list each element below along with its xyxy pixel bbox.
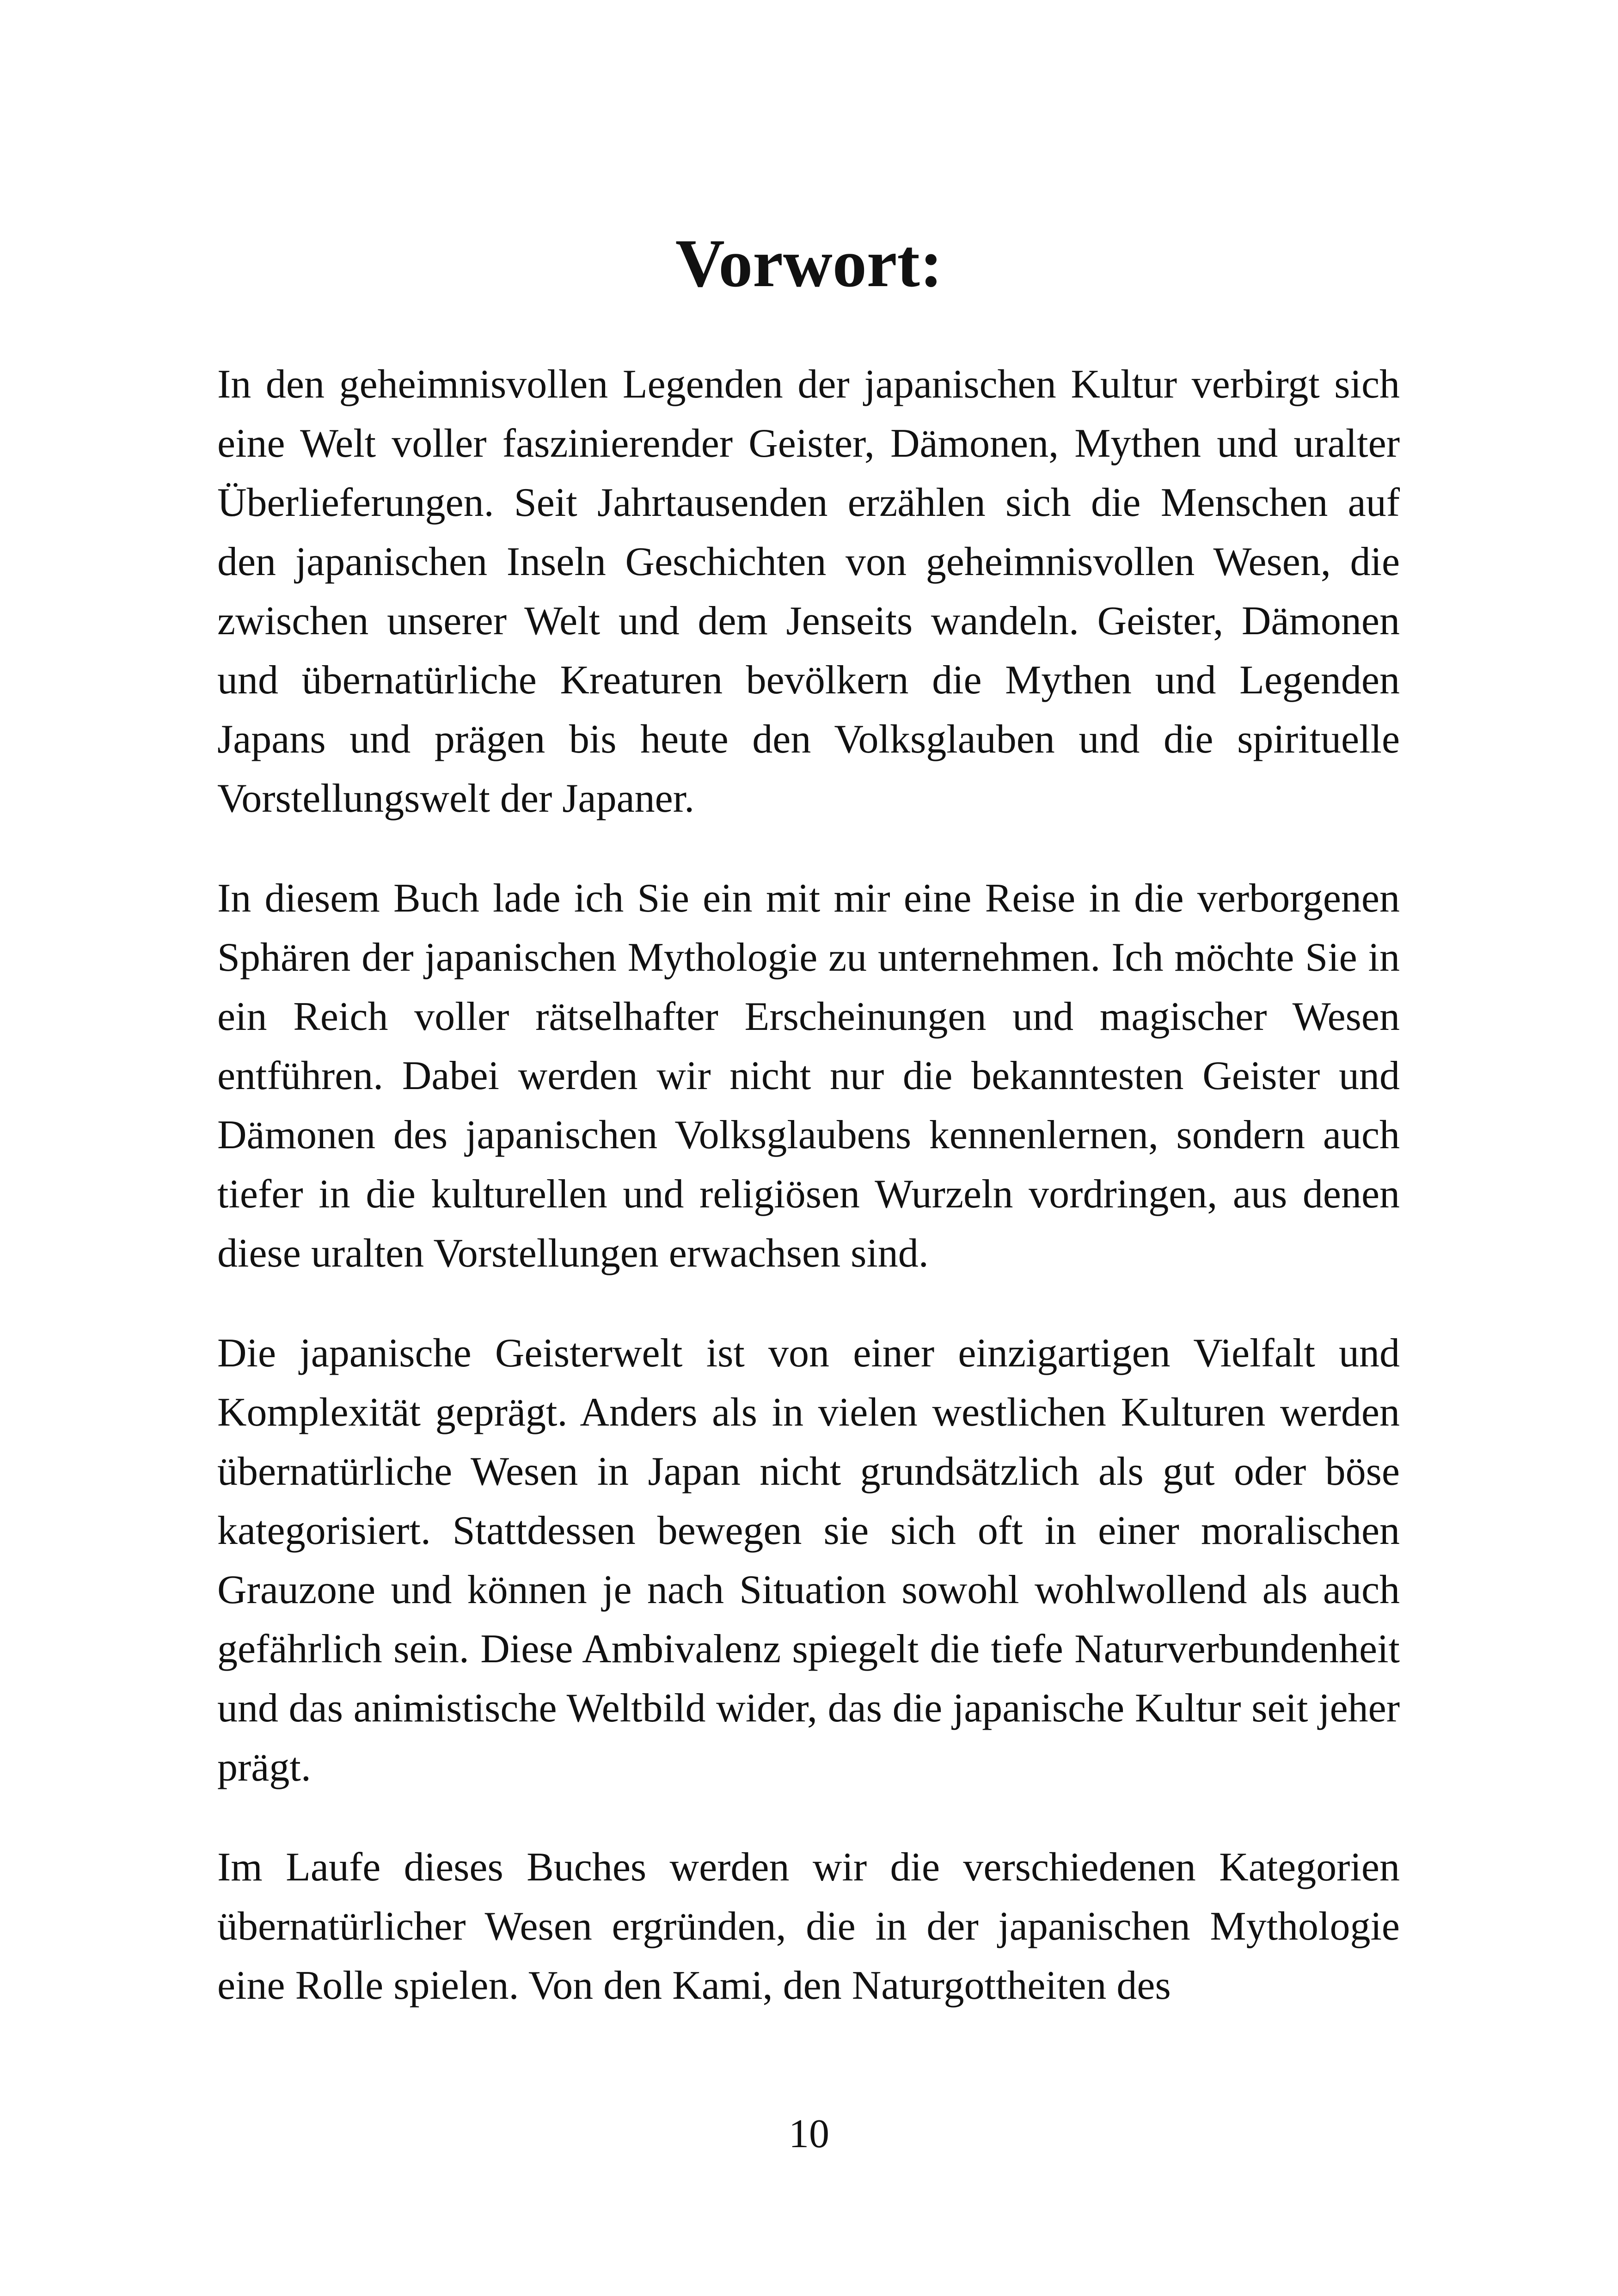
page-number: 10 xyxy=(789,2112,829,2156)
paragraph-3: Die japanische Geisterwelt ist von einer einzigartigen Vielfalt und Komplexität geprägt. Anders als in vielen westlichen Kulturen werden übernatürliche Wesen in Japan nicht grundsätzlich als gut oder böse kategorisiert. Stattdessen bewegen sie sich oft in einer moralischen Grauzone und können je nach Situation sowohl wohlwollend als auch gefährlich sein. Diese Ambivalenz spiegelt die tiefe Naturverbundenheit und das animistische Weltbild wider, das die japanische Kultur seit jeher prägt. xyxy=(217,1331,1400,1790)
paragraph-4: Im Laufe dieses Buches werden wir die verschiedenen Kategorien übernatürlicher Wesen ergründen, die in der japanischen Mythologie eine Rolle spielen. Von den Kami, den Naturgottheiten des xyxy=(217,1845,1400,2008)
paragraph-1: In den geheimnisvollen Legenden der japanischen Kultur verbirgt sich eine Welt voller faszinierender Geister, Dämonen, Mythen und uralter Überlieferungen. Seit Jahrtausenden erzählen sich die Menschen auf den japanischen Inseln Geschichten von geheimnisvollen Wesen, die zwischen unserer Welt und dem Jenseits wandeln. Geister, Dämonen und übernatürliche Kreaturen bevölkern die Mythen und Legenden Japans und prägen bis heute den Volksglauben und die spirituelle Vorstellungswelt der Japaner. xyxy=(217,362,1400,821)
paragraph-2: In diesem Buch lade ich Sie ein mit mir eine Reise in die verborgenen Sphären der japanischen Mythologie zu unternehmen. Ich möchte Sie in ein Reich voller rätselhafter Erscheinungen und magischer Wesen entführen. Dabei werden wir nicht nur die bekanntesten Geister und Dämonen des japanischen Volksglaubens kennenlernen, sondern auch tiefer in die kulturellen und religiösen Wurzeln vordringen, aus denen diese uralten Vorstellungen erwachsen sind. xyxy=(217,876,1400,1276)
body-text xyxy=(217,355,1400,2056)
page-title: Vorwort: xyxy=(675,226,943,301)
